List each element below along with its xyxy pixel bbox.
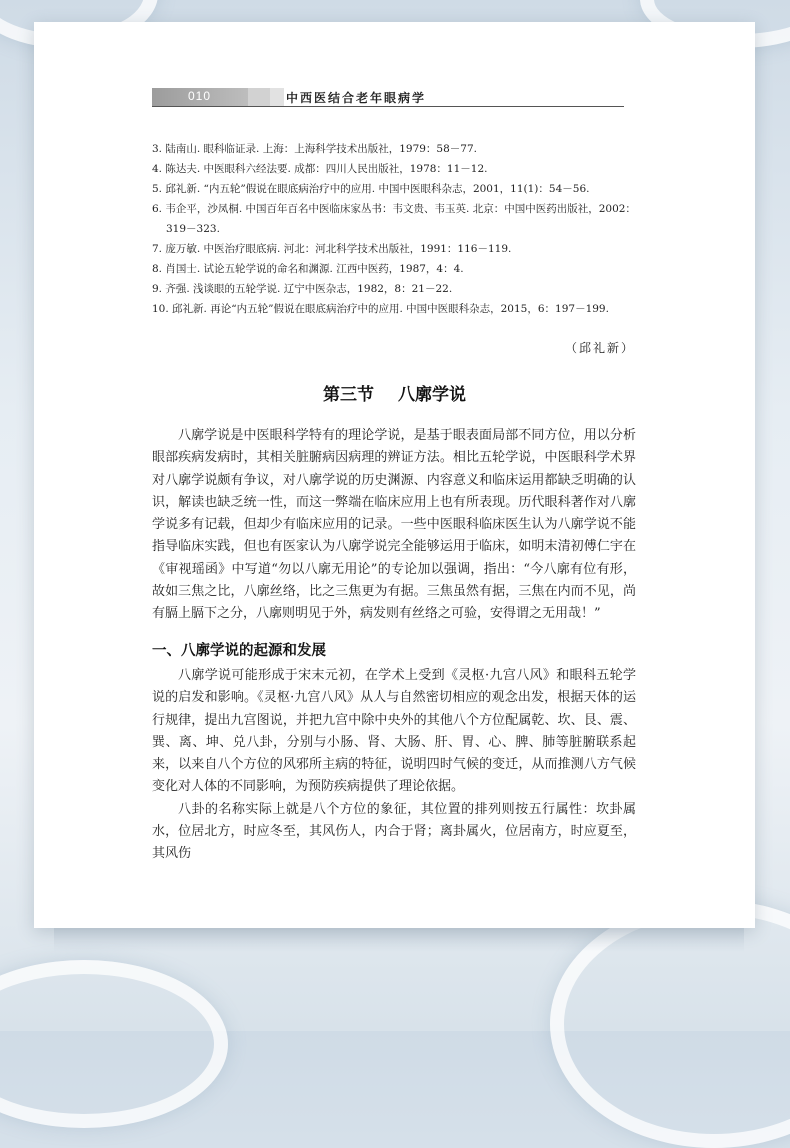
author-signature: （邱礼新） <box>564 341 635 355</box>
reference-item: 10. 邱礼新. 再论“内五轮”假说在眼底病治疗中的应用. 中国中医眼科杂志，2015，6：197－199. <box>152 303 609 315</box>
reference-item: 9. 齐强. 浅谈眼的五轮学说. 辽宁中医杂志，1982，8：21－22. <box>152 283 453 295</box>
reference-list <box>152 139 652 319</box>
reference-item: 4. 陈达夫. 中医眼科六经法要. 成都：四川人民出版社，1978：11－12. <box>152 163 488 175</box>
paragraph-text: 八廓学说是中医眼科学特有的理论学说，是基于眼表面局部不同方位，用以分析眼部疾病发病时，其相关脏腑病因病理的辨证方法。相比五轮学说，中医眼科学术界对八廓学说颇有争议，对八廓学说的历史渊源、内容意义和临床运用都缺乏明确的认识，解读也缺乏统一性，而这一弊端在临床应用上也有所表现。历代眼科著作对八廓学说多有记载，但却少有临床应用的记录。一些中医眼科临床医生认为八廓学说不能指导临床实践，但也有医家认为八廓学说完全能够运用于临床，如明末清初傅仁宇在《审视瑶函》中写道“勿以八廓无用论”的专论加以强调，指出：“今八廓有位有形，故如三焦之比，八廓丝络，比之三焦更为有据。三焦虽然有据，三焦在内而不见，尚有膈上膈下之分，八廓则明见于外，病发则有丝络之可验，安得谓之无用哉！” <box>152 428 636 622</box>
reference-item: 3. 陆南山. 眼科临证录. 上海：上海科学技术出版社，1979：58－77. <box>152 143 477 155</box>
section-name: 八廓学说 <box>398 385 466 405</box>
reference-item-continuation: 319－323. <box>166 223 220 235</box>
page-number: 010 <box>188 89 212 103</box>
book-title: 中西医结合老年眼病学 <box>286 91 427 105</box>
reference-item: 6. 韦企平，沙凤桐. 中国百年百名中医临床家丛书：韦文贵、韦玉英. 北京：中国中医药出版社，2002： <box>152 203 636 215</box>
header-tab-accent <box>248 88 270 106</box>
body-paragraphs <box>152 665 636 866</box>
paragraph-text: 八卦的名称实际上就是八个方位的象征，其位置的排列则按五行属性：坎卦属水，位居北方，时应冬至，其风伤人，内合于肾；离卦属火，位居南方，时应夏至，其风伤 <box>152 801 636 862</box>
section-title <box>34 380 755 405</box>
page-shadow <box>54 928 744 952</box>
reference-item: 8. 肖国士. 试论五轮学说的命名和渊源. 江西中医药，1987，4：4. <box>152 263 464 275</box>
header-tab-accent-light <box>270 88 284 106</box>
header-rule <box>152 106 624 107</box>
intro-paragraph <box>152 425 636 626</box>
reference-item: 7. 庞万敏. 中医治疗眼底病. 河北：河北科学技术出版社，1991：116－119. <box>152 243 512 255</box>
paragraph-text: 八廓学说可能形成于宋末元初，在学术上受到《灵枢·九宫八风》和眼科五轮学说的启发和影响。《灵枢·九宫八风》从人与自然密切相应的观念出发，根据天体的运行规律，提出九宫图说，并把九宫中除中央外的其他八个方位配属乾、坎、艮、震、巽、离、坤、兑八卦，分别与小肠、肾、大肠、肝、胃、心、脾、肺等脏腑联系起来，以来自八个方位的风邪所主病的特征，说明四时气候的变迁，从而推测八方气候变化对人体的不同影响，为预防疾病提供了理论依据。 <box>152 668 636 795</box>
reference-item: 5. 邱礼新. “内五轮”假说在眼底病治疗中的应用. 中国中医眼科杂志，2001，11(1)：54－56. <box>152 183 590 195</box>
subsection-heading: 一、八廓学说的起源和发展 <box>152 643 326 659</box>
book-page <box>34 22 755 928</box>
decorative-ring-bottom-left <box>0 960 228 1128</box>
section-number: 第三节 <box>323 385 374 405</box>
running-header <box>152 84 624 108</box>
